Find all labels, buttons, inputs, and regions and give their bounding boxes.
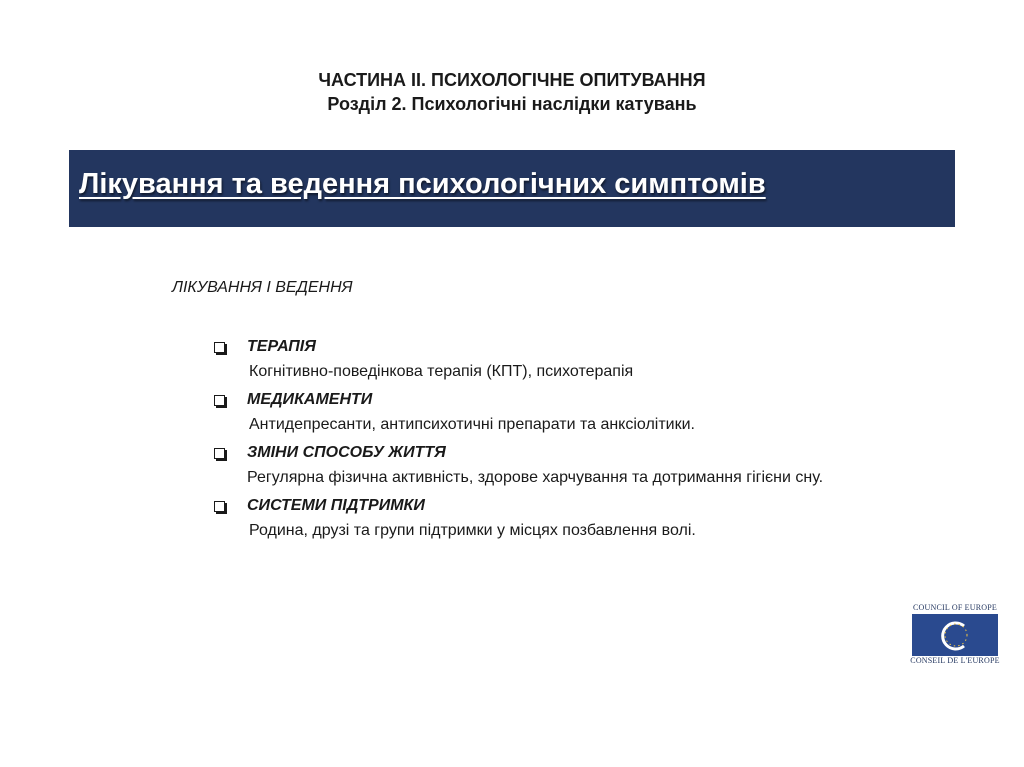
logo-top-text: COUNCIL OF EUROPE [913,603,997,612]
item-description: Антидепресанти, антипсихотичні препарати та анксіолітики. [249,416,695,433]
list-item-support [212,495,932,540]
logo-bottom-text: CONSEIL DE L'EUROPE [910,656,1000,665]
checkbox-bullet-icon [214,395,225,406]
slide-header [0,68,1024,116]
header-section-title: Розділ 2. Психологічні наслідки катувань [327,94,697,114]
item-title: ТЕРАПІЯ [247,338,316,355]
item-description: Регулярна фізична активність, здорове харчування та дотримання гігієни сну. [247,469,824,486]
list-item-therapy [212,336,932,381]
list-item-medication [212,389,932,434]
council-of-europe-emblem-icon [912,614,998,656]
treatment-list [212,336,932,540]
council-of-europe-logo [910,603,1000,667]
checkbox-bullet-icon [214,448,225,459]
item-title: ЗМІНИ СПОСОБУ ЖИТТЯ [247,444,446,461]
checkbox-bullet-icon [214,501,225,512]
list-item-lifestyle [212,442,932,487]
checkbox-bullet-icon [214,342,225,353]
header-part-title: ЧАСТИНА ІІ. ПСИХОЛОГІЧНЕ ОПИТУВАННЯ [318,70,706,90]
title-banner [69,150,955,227]
banner-title: Лікування та ведення психологічних симптомів [79,168,766,200]
section-heading: ЛІКУВАННЯ І ВЕДЕННЯ [172,279,353,296]
item-title: СИСТЕМИ ПІДТРИМКИ [247,497,425,514]
item-description: Когнітивно-поведінкова терапія (КПТ), психотерапія [249,363,634,380]
logo-emblem [912,614,998,656]
item-title: МЕДИКАМЕНТИ [247,391,373,408]
item-description: Родина, друзі та групи підтримки у місцях позбавлення волі. [249,522,696,539]
